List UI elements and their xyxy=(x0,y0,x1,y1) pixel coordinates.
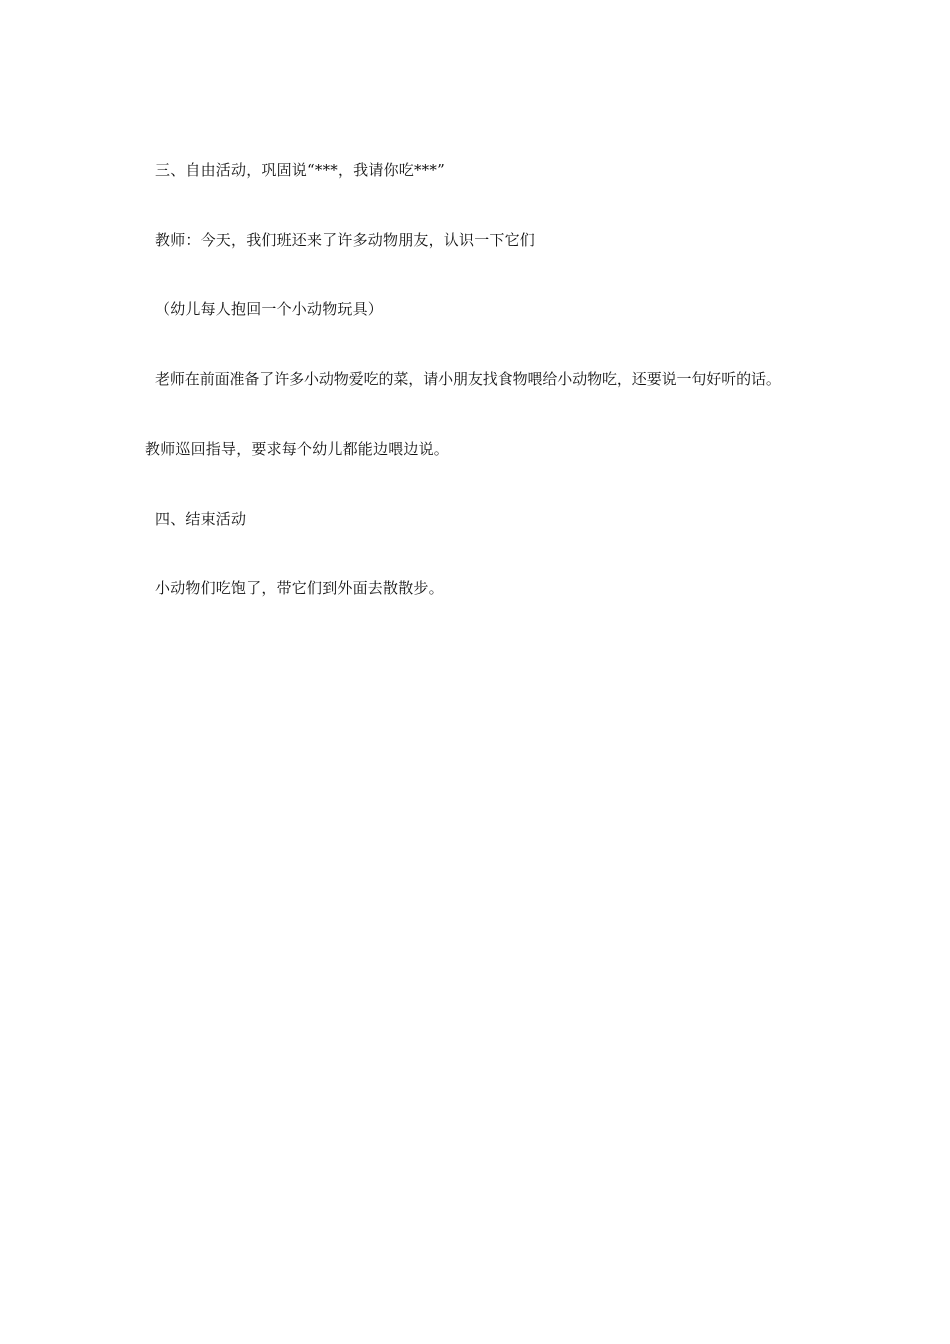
section-heading-end-activity: 四、结束活动 xyxy=(155,510,247,528)
paragraph-teacher-intro: 教师：今天，我们班还来了许多动物朋友，认识一下它们 xyxy=(155,231,536,249)
paragraph-teacher-guidance: 教师巡回指导，要求每个幼儿都能边喂边说。 xyxy=(145,440,450,458)
paragraph-children-toys: （幼儿每人抱回一个小动物玩具） xyxy=(155,300,384,318)
paragraph-walk: 小动物们吃饱了，带它们到外面去散散步。 xyxy=(155,579,444,597)
paragraph-feed-animals: 老师在前面准备了许多小动物爱吃的菜，请小朋友找食物喂给小动物吃，还要说一句好听的话。 xyxy=(155,370,781,388)
section-heading-free-activity: 三、自由活动，巩固说“***，我请你吃***” xyxy=(155,161,445,179)
